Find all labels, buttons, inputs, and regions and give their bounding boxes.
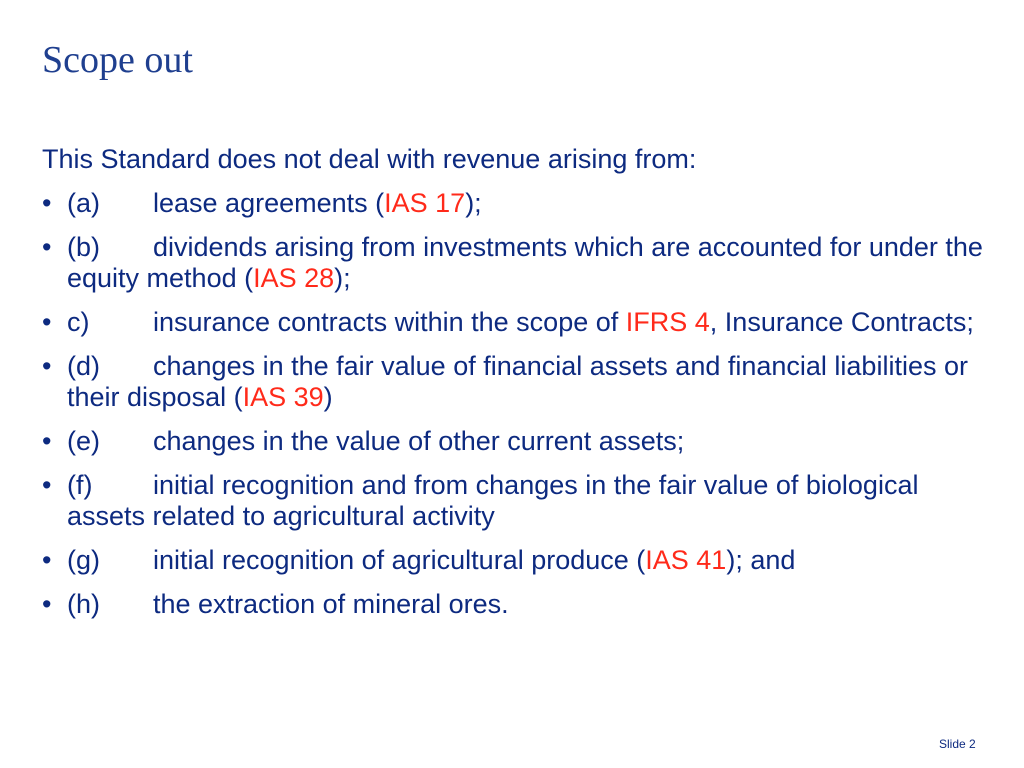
list-item [42,470,1002,532]
bullet-icon: • [42,232,52,262]
bullet-icon: • [42,426,52,456]
item-text-end: , Insurance Contracts; [709,307,974,337]
item-letter: (h) [67,589,100,619]
slide-number: Slide 2 [939,737,976,751]
item-text-end: ); [465,188,482,218]
list-item [42,188,1002,219]
scope-list [42,188,1002,620]
bullet-icon: • [42,589,52,619]
bullet-icon: • [42,307,52,337]
item-text: insurance contracts within the scope of [153,307,626,337]
list-item [42,351,1002,413]
slide-body [42,144,1002,633]
list-item [42,545,1002,576]
item-text: initial recognition of agricultural produce ( [153,545,646,575]
standard-reference: IAS 28 [253,263,335,293]
item-letter: (b) [67,232,100,262]
item-letter: (f) [67,470,93,500]
slide-title: Scope out [42,39,193,81]
item-text-end: ); [334,263,351,293]
item-text: dividends arising from investments which are accounted for under the equity method ( [67,232,983,293]
item-text-end: ); and [726,545,796,575]
list-item [42,307,1002,338]
bullet-icon: • [42,188,52,218]
item-text: initial recognition and from changes in the fair value of biological assets related to agricultural activity [67,470,919,531]
item-text: lease agreements ( [153,188,385,218]
item-letter: (d) [67,351,100,381]
item-letter: (a) [67,188,100,218]
item-text: the extraction of mineral ores. [153,589,509,619]
bullet-icon: • [42,545,52,575]
bullet-icon: • [42,470,52,500]
standard-reference: IAS 41 [645,545,727,575]
item-letter: c) [67,307,90,337]
list-item [42,232,1002,294]
intro-text: This Standard does not deal with revenue arising from: [42,144,697,174]
item-letter: (e) [67,426,100,456]
item-text: changes in the fair value of financial assets and financial liabilities or their disposal ( [67,351,968,412]
standard-reference: IAS 17 [384,188,466,218]
item-text-end: ) [323,382,333,412]
standard-reference: IAS 39 [242,382,324,412]
list-item [42,426,1002,457]
standard-reference: IFRS 4 [625,307,710,337]
bullet-icon: • [42,351,52,381]
item-letter: (g) [67,545,100,575]
list-item [42,589,1002,620]
item-text: changes in the value of other current assets; [153,426,685,456]
